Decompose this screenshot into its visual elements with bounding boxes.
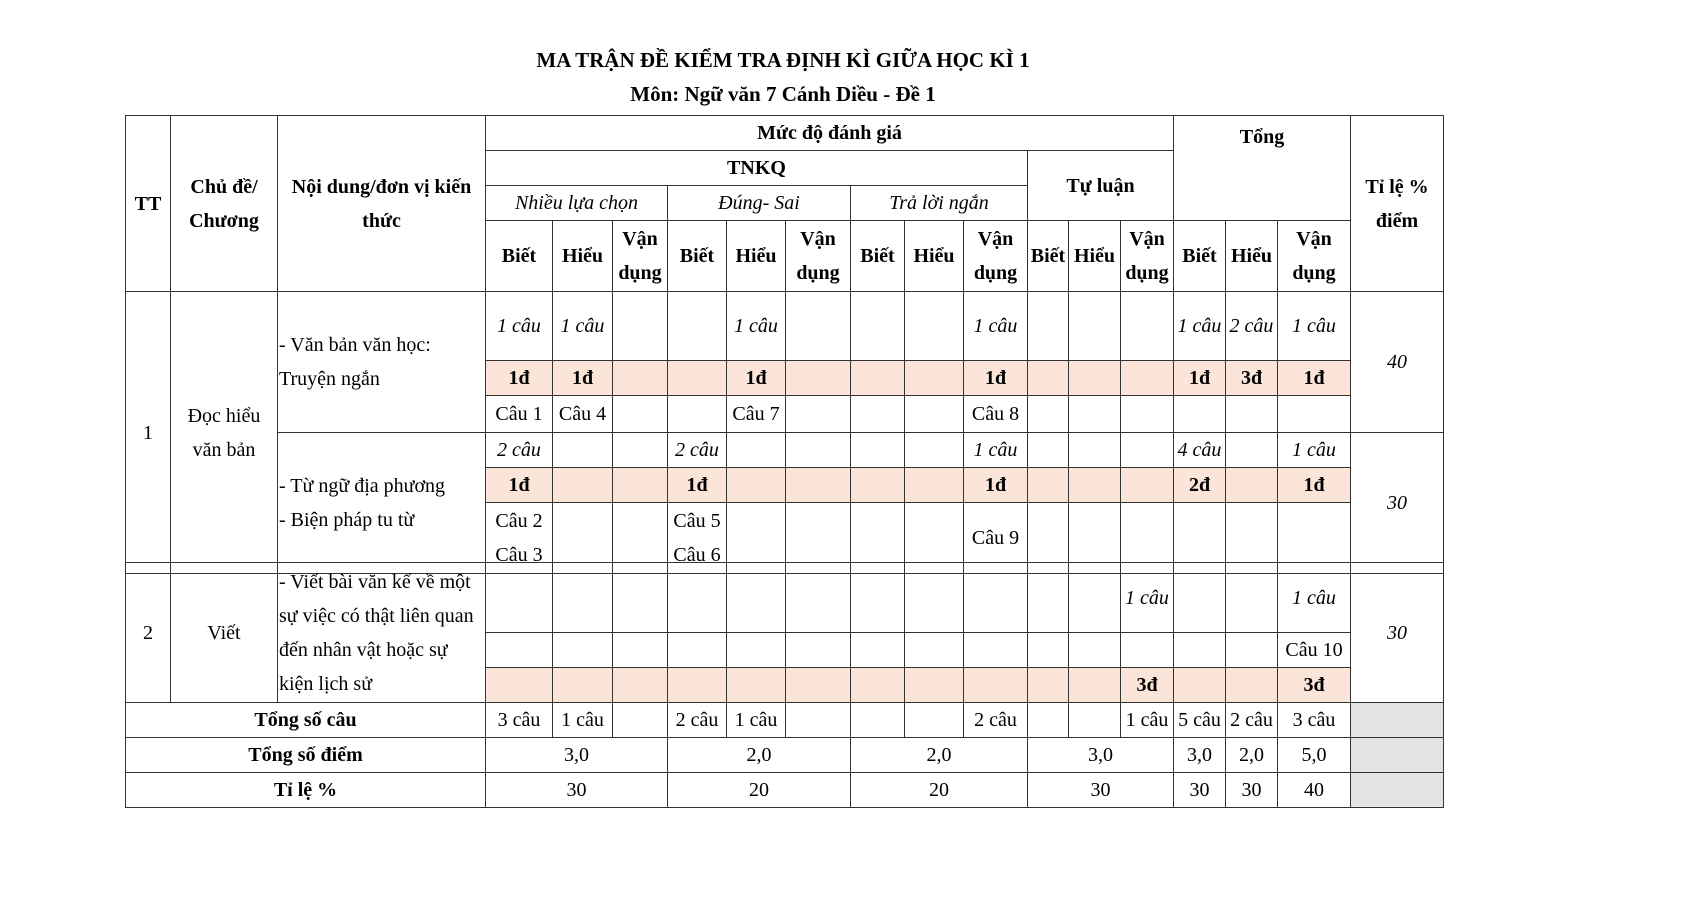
question-cell	[1069, 396, 1121, 433]
header-noi-dung: Nội dung/đơn vị kiến thức	[278, 116, 486, 292]
points-cell	[1174, 668, 1226, 703]
total-pct-nhieu-lua-chon: 30	[486, 773, 668, 808]
count-cell	[727, 563, 786, 633]
question-cell	[727, 633, 786, 668]
total-pct-tra-loi-ngan: 20	[851, 773, 1028, 808]
points-cell	[1069, 361, 1121, 396]
count-cell	[1226, 433, 1278, 468]
points-cell: 1đ	[964, 361, 1028, 396]
question-cell	[964, 633, 1028, 668]
points-cell	[1226, 668, 1278, 703]
row-1b-noi-dung	[278, 433, 486, 574]
count-cell	[668, 292, 727, 361]
points-cell	[668, 361, 727, 396]
total-count-cell	[1028, 703, 1069, 738]
total-points-hieu: 2,0	[1226, 738, 1278, 773]
level-hieu: Hiểu	[1069, 221, 1121, 292]
points-cell: 1đ	[486, 361, 553, 396]
count-cell	[486, 563, 553, 633]
row-1a-ti-le: 40	[1351, 292, 1444, 433]
question-cell	[613, 396, 668, 433]
count-cell	[851, 563, 905, 633]
count-cell	[613, 433, 668, 468]
row-1-tt: 1	[126, 292, 171, 574]
question-cell	[1174, 633, 1226, 668]
total-pct-hieu: 30	[1226, 773, 1278, 808]
header-tt: TT	[126, 116, 171, 292]
question-cell: Câu 4	[553, 396, 613, 433]
points-cell	[613, 468, 668, 503]
question-cell	[1028, 633, 1069, 668]
question-cell	[905, 633, 964, 668]
total-pct-dung-sai: 20	[668, 773, 851, 808]
level-biet: Biết	[1174, 221, 1226, 292]
points-cell	[668, 668, 727, 703]
question-cell	[1174, 396, 1226, 433]
points-cell	[851, 361, 905, 396]
points-cell	[1069, 468, 1121, 503]
count-cell	[1121, 292, 1174, 361]
count-cell	[613, 563, 668, 633]
points-cell: 1đ	[964, 468, 1028, 503]
level-biet: Biết	[1028, 221, 1069, 292]
level-hieu: Hiểu	[905, 221, 964, 292]
row-1b-noi-dung-line-2: - Biện pháp tu từ	[279, 509, 415, 531]
question-cell	[613, 633, 668, 668]
points-cell	[1028, 468, 1069, 503]
points-cell: 1đ	[1174, 361, 1226, 396]
points-cell	[786, 668, 851, 703]
total-count-cell	[1069, 703, 1121, 738]
row-2-ti-le: 30	[1351, 563, 1444, 703]
question-cell	[553, 633, 613, 668]
count-cell	[1028, 433, 1069, 468]
header-chu-de: Chủ đề/ Chương	[171, 116, 278, 292]
totals-so-diem-row	[126, 738, 1444, 773]
points-cell	[727, 668, 786, 703]
row-1b-counts	[126, 433, 1444, 468]
totals-so-cau-row	[126, 703, 1444, 738]
points-cell	[1121, 361, 1174, 396]
question-cell: Câu 8	[964, 396, 1028, 433]
total-count-cell: 3 câu	[1278, 703, 1351, 738]
header-tong: Tổng	[1174, 116, 1351, 221]
grey-empty-cell	[1351, 703, 1444, 738]
question-cell	[1226, 633, 1278, 668]
level-van-dung: Vận dụng	[964, 221, 1028, 292]
question-cell	[1028, 396, 1069, 433]
row-2-noi-dung: - Viết bài văn kể về một sự việc có thật liên quan đến nhân vật hoặc sự kiện lịch sử	[278, 563, 486, 703]
header-nhieu-lua-chon: Nhiều lựa chọn	[486, 186, 668, 221]
question-cell: Câu 5 Câu 6	[668, 503, 727, 574]
row-2-chu-de: Viết	[171, 563, 278, 703]
count-cell	[1069, 292, 1121, 361]
level-hieu: Hiểu	[1226, 221, 1278, 292]
question-cell	[1121, 396, 1174, 433]
count-cell	[1174, 563, 1226, 633]
points-cell	[851, 468, 905, 503]
count-cell	[786, 292, 851, 361]
total-count-cell: 3 câu	[486, 703, 553, 738]
totals-so-diem-label: Tổng số điểm	[126, 738, 486, 773]
question-cell	[668, 633, 727, 668]
question-cell	[851, 633, 905, 668]
count-cell: 1 câu	[964, 292, 1028, 361]
points-cell	[905, 361, 964, 396]
row-2-counts	[126, 563, 1444, 633]
question-cell	[786, 396, 851, 433]
points-cell	[1028, 668, 1069, 703]
points-cell: 1đ	[486, 468, 553, 503]
row-1b-noi-dung-line-1: - Từ ngữ địa phương	[279, 475, 446, 497]
question-cell	[905, 396, 964, 433]
count-cell	[668, 563, 727, 633]
header-tu-luan: Tự luận	[1028, 151, 1174, 221]
total-points-tu-luan: 3,0	[1028, 738, 1174, 773]
total-count-cell	[905, 703, 964, 738]
question-cell: Câu 1	[486, 396, 553, 433]
count-cell: 2 câu	[486, 433, 553, 468]
level-hieu: Hiểu	[727, 221, 786, 292]
row-1a-noi-dung: - Văn bản văn học: Truyện ngắn	[278, 292, 486, 433]
question-cell	[1121, 633, 1174, 668]
points-cell	[613, 668, 668, 703]
points-cell	[905, 668, 964, 703]
count-cell	[964, 563, 1028, 633]
question-cell	[1278, 396, 1351, 433]
header-tra-loi-ngan: Trả lời ngắn	[851, 186, 1028, 221]
points-cell: 2đ	[1174, 468, 1226, 503]
total-count-cell	[613, 703, 668, 738]
points-cell	[786, 361, 851, 396]
total-points-nhieu-lua-chon: 3,0	[486, 738, 668, 773]
header-ti-le: Tỉ lệ % điểm	[1351, 116, 1444, 292]
total-points-biet: 3,0	[1174, 738, 1226, 773]
count-cell	[553, 433, 613, 468]
points-cell: 1đ	[668, 468, 727, 503]
total-pct-van-dung: 40	[1278, 773, 1351, 808]
question-cell	[668, 396, 727, 433]
row-2-tt: 2	[126, 563, 171, 703]
count-cell	[786, 563, 851, 633]
count-cell: 1 câu	[486, 292, 553, 361]
question-cell	[786, 633, 851, 668]
points-cell	[1028, 361, 1069, 396]
points-cell: 1đ	[1278, 361, 1351, 396]
total-count-cell	[786, 703, 851, 738]
points-cell	[613, 361, 668, 396]
count-cell	[851, 433, 905, 468]
count-cell	[1069, 433, 1121, 468]
assessment-matrix-table	[125, 115, 1444, 574]
count-cell: 1 câu	[1278, 292, 1351, 361]
level-van-dung: Vận dụng	[786, 221, 851, 292]
points-cell: 3đ	[1226, 361, 1278, 396]
totals-ti-le-row	[126, 773, 1444, 808]
level-hieu: Hiểu	[553, 221, 613, 292]
level-biet: Biết	[851, 221, 905, 292]
count-cell	[1028, 292, 1069, 361]
total-points-dung-sai: 2,0	[668, 738, 851, 773]
row-1-chu-de: Đọc hiểu văn bản	[171, 292, 278, 574]
total-count-cell: 1 câu	[727, 703, 786, 738]
points-cell	[964, 668, 1028, 703]
grey-empty-cell	[1351, 738, 1444, 773]
row-1a-counts	[126, 292, 1444, 361]
count-cell	[905, 433, 964, 468]
count-cell	[905, 563, 964, 633]
count-cell	[1226, 563, 1278, 633]
document-subtitle: Môn: Ngữ văn 7 Cánh Diều - Đề 1	[630, 82, 936, 106]
total-count-cell: 1 câu	[553, 703, 613, 738]
count-cell: 1 câu	[1174, 292, 1226, 361]
header-dung-sai: Đúng- Sai	[668, 186, 851, 221]
question-cell: Câu 2 Câu 3	[486, 503, 553, 574]
count-cell: 1 câu	[1278, 563, 1351, 633]
level-van-dung: Vận dụng	[613, 221, 668, 292]
points-cell	[1069, 668, 1121, 703]
total-count-cell: 2 câu	[964, 703, 1028, 738]
count-cell	[1069, 563, 1121, 633]
total-points-tra-loi-ngan: 2,0	[851, 738, 1028, 773]
points-cell	[1226, 468, 1278, 503]
points-cell	[553, 668, 613, 703]
points-cell: 1đ	[553, 361, 613, 396]
totals-so-cau-label: Tổng số câu	[126, 703, 486, 738]
total-count-cell: 5 câu	[1174, 703, 1226, 738]
points-cell: 1đ	[1278, 468, 1351, 503]
count-cell	[553, 563, 613, 633]
total-count-cell: 2 câu	[1226, 703, 1278, 738]
points-cell	[786, 468, 851, 503]
level-biet: Biết	[668, 221, 727, 292]
count-cell	[905, 292, 964, 361]
count-cell	[1121, 433, 1174, 468]
level-van-dung: Vận dụng	[1121, 221, 1174, 292]
count-cell	[613, 292, 668, 361]
totals-ti-le-label: Tỉ lệ %	[126, 773, 486, 808]
points-cell	[553, 468, 613, 503]
assessment-matrix-table-lower	[125, 562, 1444, 808]
points-cell: 1đ	[727, 361, 786, 396]
points-cell	[727, 468, 786, 503]
count-cell	[727, 433, 786, 468]
points-cell	[486, 668, 553, 703]
points-cell: 3đ	[1278, 668, 1351, 703]
total-count-cell: 2 câu	[668, 703, 727, 738]
count-cell	[851, 292, 905, 361]
count-cell: 1 câu	[964, 433, 1028, 468]
count-cell: 2 câu	[1226, 292, 1278, 361]
points-cell: 3đ	[1121, 668, 1174, 703]
header-row-1	[126, 116, 1444, 151]
total-points-van-dung: 5,0	[1278, 738, 1351, 773]
question-cell	[851, 396, 905, 433]
count-cell	[1028, 563, 1069, 633]
grey-empty-cell	[1351, 773, 1444, 808]
question-cell	[1069, 633, 1121, 668]
total-pct-biet: 30	[1174, 773, 1226, 808]
count-cell: 1 câu	[553, 292, 613, 361]
level-biet: Biết	[486, 221, 553, 292]
total-count-cell: 1 câu	[1121, 703, 1174, 738]
question-cell	[486, 633, 553, 668]
points-cell	[1121, 468, 1174, 503]
count-cell: 1 câu	[727, 292, 786, 361]
row-1b-ti-le: 30	[1351, 433, 1444, 574]
points-cell	[905, 468, 964, 503]
count-cell: 2 câu	[668, 433, 727, 468]
count-cell	[786, 433, 851, 468]
count-cell: 4 câu	[1174, 433, 1226, 468]
count-cell: 1 câu	[1121, 563, 1174, 633]
header-muc-do-danh-gia: Mức độ đánh giá	[486, 116, 1174, 151]
total-count-cell	[851, 703, 905, 738]
count-cell: 1 câu	[1278, 433, 1351, 468]
total-pct-tu-luan: 30	[1028, 773, 1174, 808]
document-title: MA TRẬN ĐỀ KIỂM TRA ĐỊNH KÌ GIỮA HỌC KÌ 1	[536, 48, 1030, 72]
question-cell: Câu 10	[1278, 633, 1351, 668]
question-cell: Câu 7	[727, 396, 786, 433]
level-van-dung: Vận dụng	[1278, 221, 1351, 292]
question-cell: Câu 9	[964, 503, 1028, 574]
points-cell	[851, 668, 905, 703]
question-cell	[1226, 396, 1278, 433]
header-tnkq: TNKQ	[486, 151, 1028, 186]
